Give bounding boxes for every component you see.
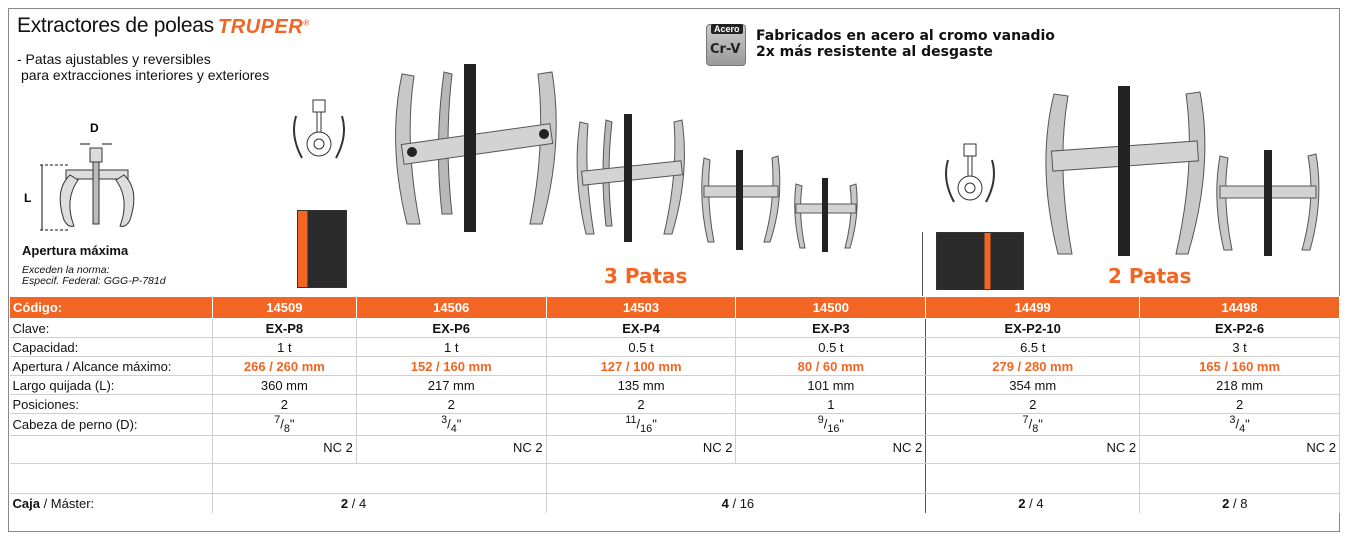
crv-description [756, 28, 1055, 60]
caja-value: 4 [721, 496, 729, 512]
caja-cell [1140, 493, 1340, 513]
largo-label: Largo quijada (L): [10, 376, 213, 395]
code-cell: 14499 [926, 297, 1140, 319]
caja-value: 2 [340, 496, 349, 512]
capacidad-label: Capacidad: [10, 338, 213, 357]
diagram-d-label: D [90, 121, 99, 135]
code-cell: 14506 [356, 297, 546, 319]
clave-cell: EX-P8 [212, 319, 356, 338]
puller-ex-p3-image [792, 178, 860, 256]
apertura-cell: 152 / 160 mm [356, 357, 546, 376]
bearing-pull-illustration-1 [288, 96, 350, 168]
posiciones-cell: 2 [356, 395, 546, 414]
fraction-den: 8 [283, 422, 290, 435]
group-label-two-jaw: 2 Patas [1108, 264, 1192, 288]
fraction-den: 4 [450, 422, 457, 435]
fraction-den: 16 [827, 422, 840, 435]
capacidad-cell: 1 t [212, 338, 356, 357]
posiciones-cell: 2 [212, 395, 356, 414]
nc-empty-label [10, 435, 213, 463]
product-box-three-jaw [297, 210, 347, 288]
apertura-cell: 127 / 100 mm [546, 357, 736, 376]
apertura-cell: 80 / 60 mm [736, 357, 926, 376]
nc-cell: NC 2 [212, 435, 356, 463]
brand-logo: TRUPER® [218, 16, 310, 38]
caja-label [10, 493, 213, 513]
table-row [10, 357, 1340, 376]
capacidad-cell: 0.5 t [546, 338, 736, 357]
table-row-blank [10, 463, 1340, 493]
nc-cell: NC 2 [546, 435, 736, 463]
product-box-two-jaw [936, 232, 1024, 290]
norma-note [22, 265, 166, 287]
clave-cell: EX-P2-10 [926, 319, 1140, 338]
clave-cell: EX-P4 [546, 319, 736, 338]
blank-cell [546, 463, 926, 493]
brand-text: TRUPER [218, 16, 304, 38]
fraction-num: 9 [817, 414, 824, 426]
caja-label-bold: Caja [12, 496, 40, 512]
group-label-three-jaw: 3 Patas [604, 264, 688, 288]
cabeza-cell: $^{11}/_{16}$" [546, 414, 736, 436]
cabeza-cell: $^9/_{16}$" [736, 414, 926, 436]
code-cell: 14509 [212, 297, 356, 319]
caja-value: 2 [1018, 496, 1026, 512]
fraction-den: 8 [1032, 422, 1039, 435]
puller-ex-p2-6-image [1212, 150, 1324, 260]
clave-cell: EX-P2-6 [1140, 319, 1340, 338]
table-row-nc [10, 435, 1340, 463]
crv-badge [706, 24, 746, 66]
page-title: Extractores de poleas [17, 14, 214, 37]
clave-label: Clave: [10, 319, 213, 338]
code-cell: 14498 [1140, 297, 1340, 319]
norma-line-2: Especif. Federal: GGG-P-781d [22, 275, 166, 287]
fraction-den: 16 [640, 422, 653, 435]
posiciones-cell: 2 [1140, 395, 1340, 414]
clave-cell: EX-P6 [356, 319, 546, 338]
capacidad-cell: 3 t [1140, 338, 1340, 357]
crv-badge-bottom: Cr-V [710, 42, 741, 57]
crv-line-2: 2x más resistente al desgaste [756, 44, 993, 60]
bearing-pull-illustration-2 [940, 140, 1000, 212]
blank-cell [1140, 463, 1340, 493]
master-label: / Máster: [39, 496, 95, 512]
apertura-maxima-label: Apertura máxima [22, 243, 129, 258]
largo-cell: 218 mm [1140, 376, 1340, 395]
largo-cell: 217 mm [356, 376, 546, 395]
master-value: / 4 [348, 496, 367, 512]
cabeza-label: Cabeza de perno (D): [10, 414, 213, 436]
table-row [10, 338, 1340, 357]
caja-cell [212, 493, 546, 513]
group-divider [922, 232, 923, 296]
fraction-num: 11 [625, 414, 637, 426]
caja-value: 2 [1222, 496, 1230, 512]
posiciones-cell: 2 [926, 395, 1140, 414]
cabeza-cell: $^3/_4$" [1140, 414, 1340, 436]
table-row-caja [10, 493, 1340, 513]
master-value: / 16 [728, 496, 755, 512]
largo-cell: 354 mm [926, 376, 1140, 395]
master-value: / 8 [1229, 496, 1248, 512]
norma-line-1: Exceden la norma: [22, 264, 110, 276]
blank-cell [926, 463, 1140, 493]
cabeza-cell: $^7/_8$" [212, 414, 356, 436]
crv-badge-top: Acero [711, 24, 743, 34]
feature-line-1: - Patas ajustables y reversibles [17, 51, 211, 67]
capacidad-cell: 6.5 t [926, 338, 1140, 357]
capacidad-cell: 1 t [356, 338, 546, 357]
cabeza-cell: $^3/_4$" [356, 414, 546, 436]
caja-cell [926, 493, 1140, 513]
codigo-label: Código: [10, 297, 213, 319]
posiciones-label: Posiciones: [10, 395, 213, 414]
master-value: / 4 [1025, 496, 1044, 512]
crv-line-1: Fabricados en acero al cromo vanadio [756, 28, 1055, 44]
largo-cell: 360 mm [212, 376, 356, 395]
posiciones-cell: 1 [736, 395, 926, 414]
fraction-num: 3 [1229, 414, 1236, 426]
fraction-num: 3 [441, 414, 448, 426]
nc-cell: NC 2 [356, 435, 546, 463]
diagram-l-label: L [24, 191, 32, 205]
apertura-cell: 279 / 280 mm [926, 357, 1140, 376]
fraction-num: 7 [274, 414, 281, 426]
largo-cell: 101 mm [736, 376, 926, 395]
blank-cell [212, 463, 546, 493]
puller-ex-p6-image [572, 114, 690, 252]
table-header-row [10, 297, 1340, 319]
table-row [10, 376, 1340, 395]
features [17, 51, 269, 83]
table-row [10, 395, 1340, 414]
puller-ex-p4-image [698, 150, 784, 254]
code-cell: 14503 [546, 297, 736, 319]
fraction-num: 7 [1022, 414, 1029, 426]
puller-ex-p8-image [382, 64, 567, 244]
blank-cell [10, 463, 213, 493]
capacidad-cell: 0.5 t [736, 338, 926, 357]
caja-cell [546, 493, 926, 513]
cabeza-cell: $^7/_8$" [926, 414, 1140, 436]
posiciones-cell: 2 [546, 395, 736, 414]
nc-cell: NC 2 [736, 435, 926, 463]
apertura-cell: 165 / 160 mm [1140, 357, 1340, 376]
nc-cell: NC 2 [926, 435, 1140, 463]
dimension-diagram [18, 120, 138, 238]
fraction-den: 4 [1239, 422, 1246, 435]
code-cell: 14500 [736, 297, 926, 319]
puller-ex-p2-10-image [1036, 86, 1214, 262]
clave-cell: EX-P3 [736, 319, 926, 338]
table-row [10, 319, 1340, 338]
specs-table [9, 296, 1340, 513]
nc-cell: NC 2 [1140, 435, 1340, 463]
feature-line-2: para extracciones interiores y exteriores [21, 67, 270, 83]
largo-cell: 135 mm [546, 376, 736, 395]
table-row [10, 414, 1340, 436]
apertura-cell: 266 / 260 mm [212, 357, 356, 376]
apertura-label: Apertura / Alcance máximo: [10, 357, 213, 376]
